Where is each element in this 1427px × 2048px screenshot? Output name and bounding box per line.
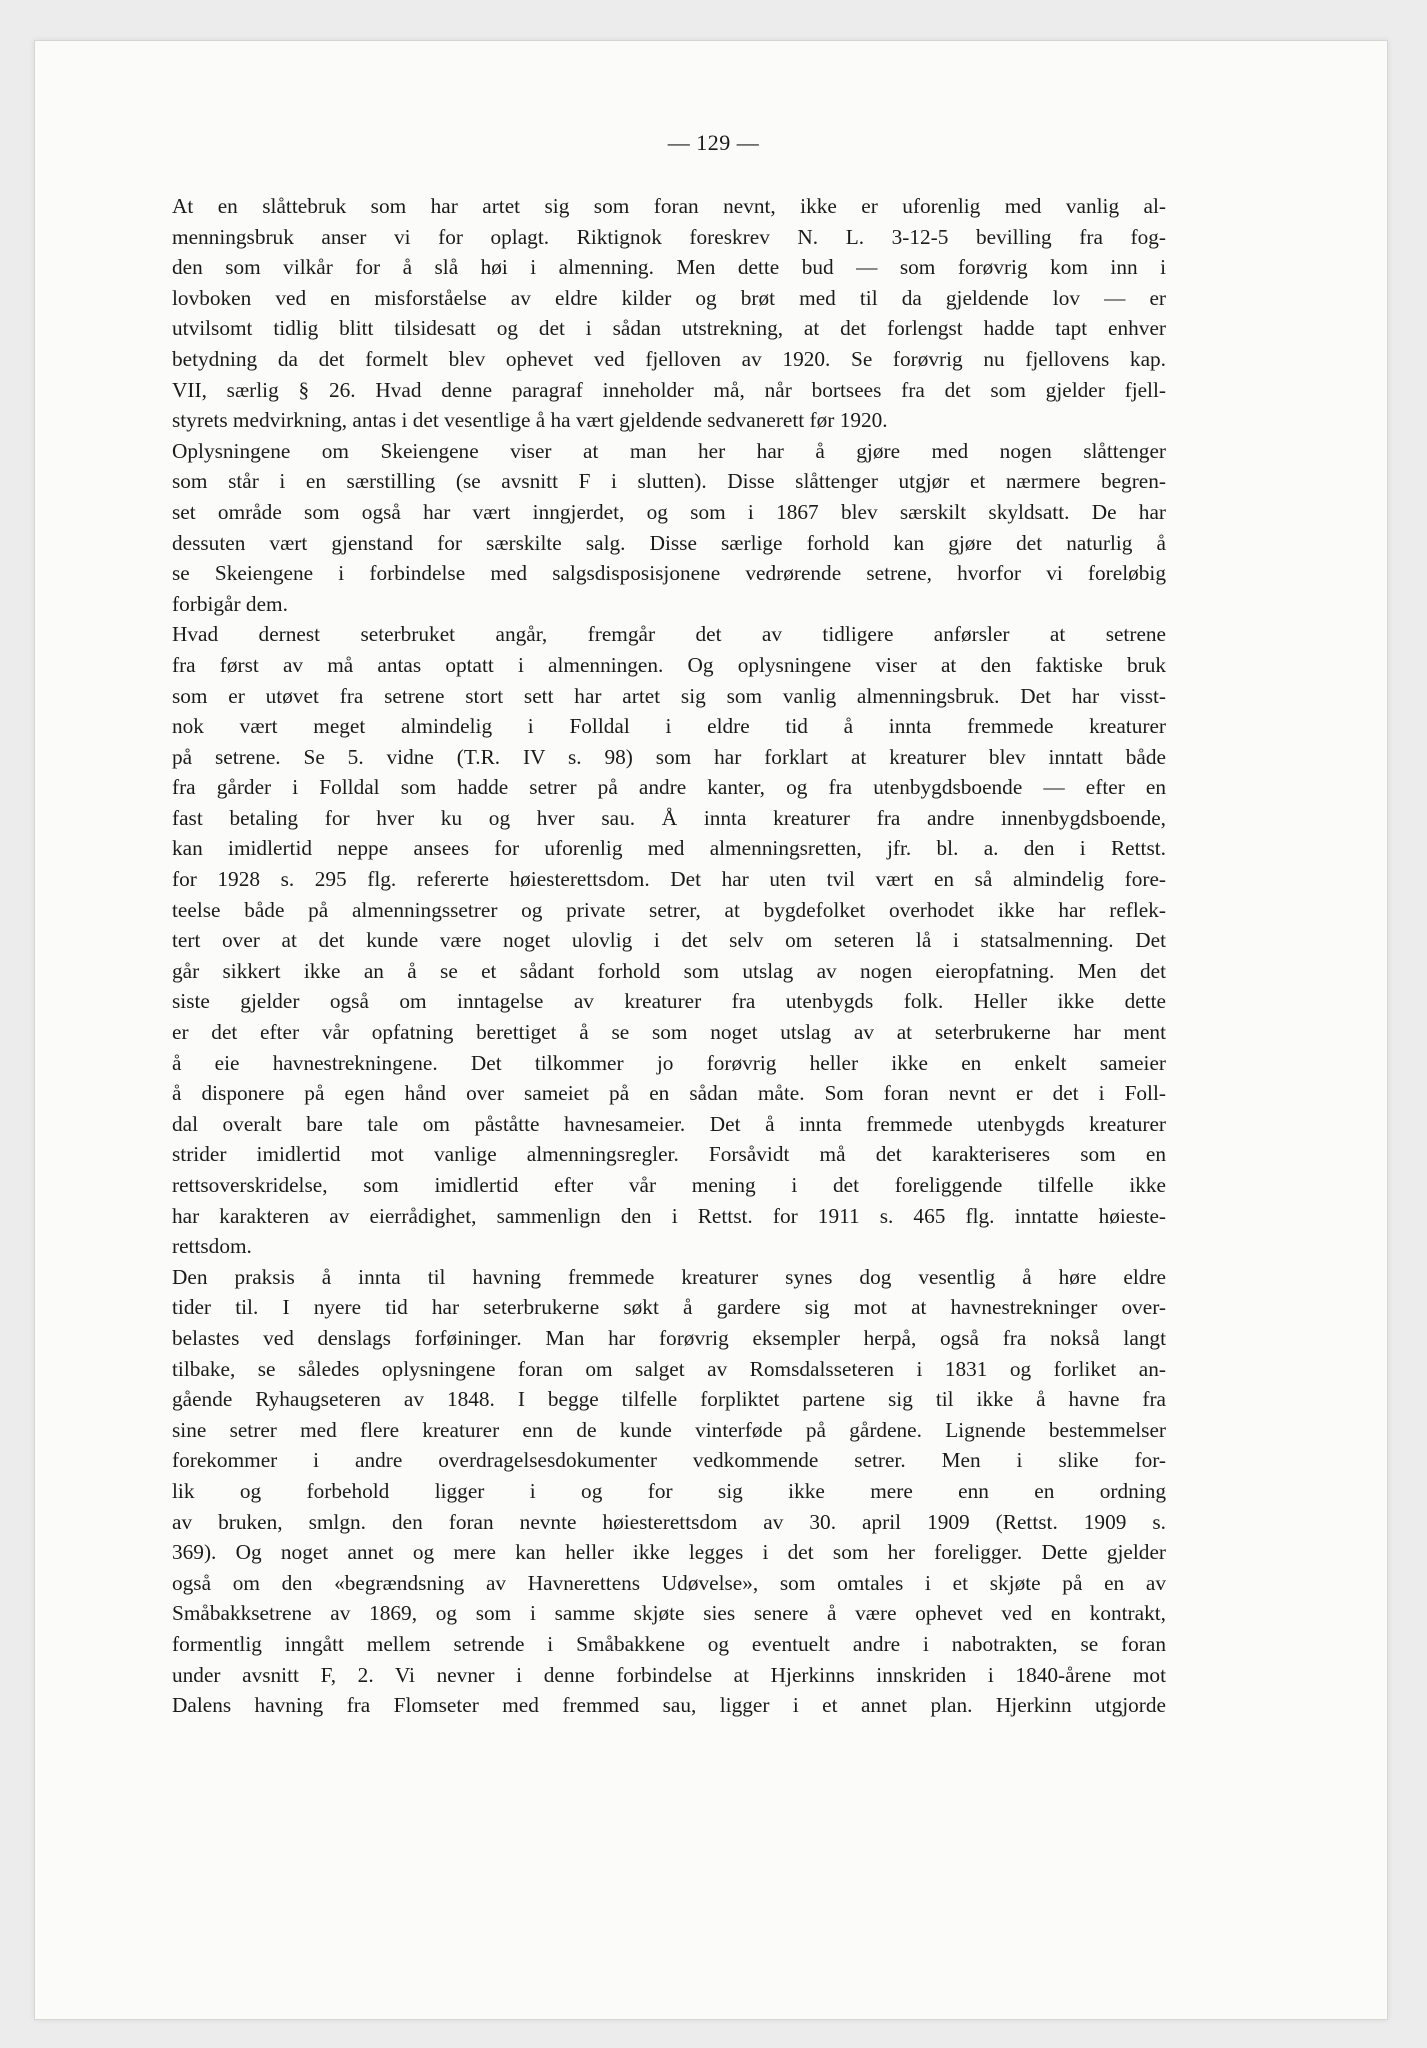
text-line: fra gårder i Folldal som hadde setrer på andre kanter, og fra utenbygdsboende — efter en: [172, 775, 1166, 800]
text-line: av bruken, smlgn. den foran nevnte høiesterettsdom av 30. april 1909 (Rettst. 1909 s.: [172, 1509, 1166, 1534]
text-line: betydning da det formelt blev ophevet ved fjelloven av 1920. Se forøvrig nu fjellovens kap.: [172, 346, 1166, 371]
text-line: dal overalt bare tale om påståtte havnesameier. Det å innta fremmede utenbygds kreaturer: [172, 1111, 1166, 1136]
text-line: er det efter vår opfatning berettiget å se som noget utslag av at seterbrukerne har ment: [172, 1020, 1166, 1045]
text-line: som står i en særstilling (se avsnitt F i slutten). Disse slåttenger utgjør et nærmere begren-: [172, 469, 1166, 494]
text-line: forbigår dem.: [172, 591, 288, 616]
text-line: rettsoverskridelse, som imidlertid efter vår mening i det foreliggende tilfelle ikke: [172, 1173, 1166, 1197]
text-line: styrets medvirkning, antas i det vesentlige å ha vært gjeldende sedvanerett før 1920.: [172, 408, 888, 433]
text-line: som er utøvet fra setrene stort sett har artet sig som vanlig almenningsbruk. Det har visst-: [172, 683, 1166, 708]
text-line: Oplysningene om Skeiengene viser at man her har å gjøre med nogen slåttenger: [172, 438, 1166, 463]
text-line: tider til. I nyere tid har seterbrukerne søkt å gardere sig mot at havnestrekninger over-: [172, 1295, 1166, 1320]
text-line: dessuten vært gjenstand for særskilte salg. Disse særlige forhold kan gjøre det naturlig å: [172, 530, 1166, 555]
text-line: VII, særlig § 26. Hvad denne paragraf inneholder må, når bortsees fra det som gjelder fjell-: [172, 377, 1166, 402]
text-line: for 1928 s. 295 flg. refererte høiesterettsdom. Det har uten tvil vært en så almindelig fore-: [172, 867, 1166, 892]
text-line: på setrene. Se 5. vidne (T.R. IV s. 98) som har forklart at kreaturer blev inntatt både: [172, 744, 1166, 769]
text-line: menningsbruk anser vi for oplagt. Riktignok foreskrev N. L. 3-12-5 bevilling fra fog-: [172, 224, 1166, 249]
text-line: lovboken ved en misforståelse av eldre kilder og brøt med til da gjeldende lov — er: [172, 285, 1166, 310]
text-line: har karakteren av eierrådighet, sammenlign den i Rettst. for 1911 s. 465 flg. inntatte høieste-: [172, 1203, 1166, 1228]
text-line: Den praksis å innta til havning fremmede kreaturer synes dog vesentlig å høre eldre: [172, 1264, 1166, 1289]
text-line: siste gjelder også om inntagelse av kreaturer fra utenbygds folk. Heller ikke dette: [172, 989, 1166, 1014]
text-line: fra først av må antas optatt i almenningen. Og oplysningene viser at den faktiske bruk: [172, 652, 1166, 677]
text-line: å disponere på egen hånd over sameiet på en sådan måte. Som foran nevnt er det i Foll-: [172, 1081, 1166, 1106]
text-line: under avsnitt F, 2. Vi nevner i denne forbindelse at Hjerkinns innskriden i 1840-årene mot: [172, 1662, 1166, 1687]
text-line: lik og forbehold ligger i og for sig ikke mere enn en ordning: [172, 1478, 1166, 1503]
text-line: se Skeiengene i forbindelse med salgsdisposisjonene vedrørende setrene, hvorfor vi foreløbig: [172, 561, 1166, 586]
text-line: strider imidlertid mot vanlige almenningsregler. Forsåvidt må det karakteriseres som en: [172, 1142, 1166, 1167]
text-line: å eie havnestrekningene. Det tilkommer jo forøvrig heller ikke en enkelt sameier: [172, 1050, 1166, 1075]
text-line: tilbake, se således oplysningene foran om salget av Romsdalsseteren i 1831 og forliket an-: [172, 1356, 1166, 1381]
text-line: Småbakksetrene av 1869, og som i samme skjøte sies senere å være ophevet ved en kontrakt,: [172, 1601, 1166, 1626]
text-line: rettsdom.: [172, 1234, 252, 1259]
text-line: går sikkert ikke an å se et sådant forhold som utslag av nogen eieropfatning. Men det: [172, 958, 1166, 983]
text-line: utvilsomt tidlig blitt tilsidesatt og det i sådan utstrekning, at det forlengst hadde tapt enhver: [172, 316, 1166, 341]
text-line: kan imidlertid neppe ansees for uforenlig med almenningsretten, jfr. bl. a. den i Rettst.: [172, 836, 1166, 861]
text-line: også om den «begrændsning av Havnerettens Udøvelse», som omtales i et skjøte på en av: [172, 1570, 1166, 1595]
page-number: — 129 —: [667, 130, 760, 155]
text-line: Hvad dernest seterbruket angår, fremgår det av tidligere anførsler at setrene: [172, 622, 1166, 647]
text-line: At en slåttebruk som har artet sig som foran nevnt, ikke er uforenlig med vanlig al-: [172, 194, 1166, 218]
text-line: formentlig inngått mellem setrende i Småbakkene og eventuelt andre i nabotrakten, se foran: [172, 1631, 1166, 1656]
text-line: nok vært meget almindelig i Folldal i eldre tid å innta fremmede kreaturer: [172, 714, 1166, 739]
text-line: gående Ryhaugseteren av 1848. I begge tilfelle forpliktet partene sig til ikke å havne fra: [172, 1387, 1166, 1412]
text-line: den som vilkår for å slå høi i almenning. Men dette bud — som forøvrig kom inn i: [172, 255, 1166, 280]
text-line: set område som også har vært inngjerdet, og som i 1867 blev særskilt skyldsatt. De har: [172, 499, 1166, 524]
text-line: 369). Og noget annet og mere kan heller ikke legges i det som her foreligger. Dette gjelder: [172, 1540, 1166, 1565]
body-text: [172, 191, 1166, 1721]
text-line: Dalens havning fra Flomseter med fremmed sau, ligger i et annet plan. Hjerkinn utgjorde: [172, 1693, 1166, 1718]
text-line: sine setrer med flere kreaturer enn de kunde vinterføde på gårdene. Lignende bestemmelser: [172, 1417, 1166, 1442]
text-line: belastes ved denslags forføininger. Man har forøvrig eksempler herpå, også fra nokså langt: [172, 1325, 1166, 1350]
text-line: forekommer i andre overdragelsesdokumenter vedkommende setrer. Men i slike for-: [172, 1448, 1166, 1473]
text-line: fast betaling for hver ku og hver sau. Å innta kreaturer fra andre innenbygdsboende,: [172, 805, 1166, 830]
text-line: tert over at det kunde være noget ulovlig i det selv om seteren lå i statsalmenning. Det: [172, 928, 1166, 953]
text-line: teelse både på almenningssetrer og private setrer, at bygdefolket overhodet ikke har reflek-: [172, 897, 1166, 922]
